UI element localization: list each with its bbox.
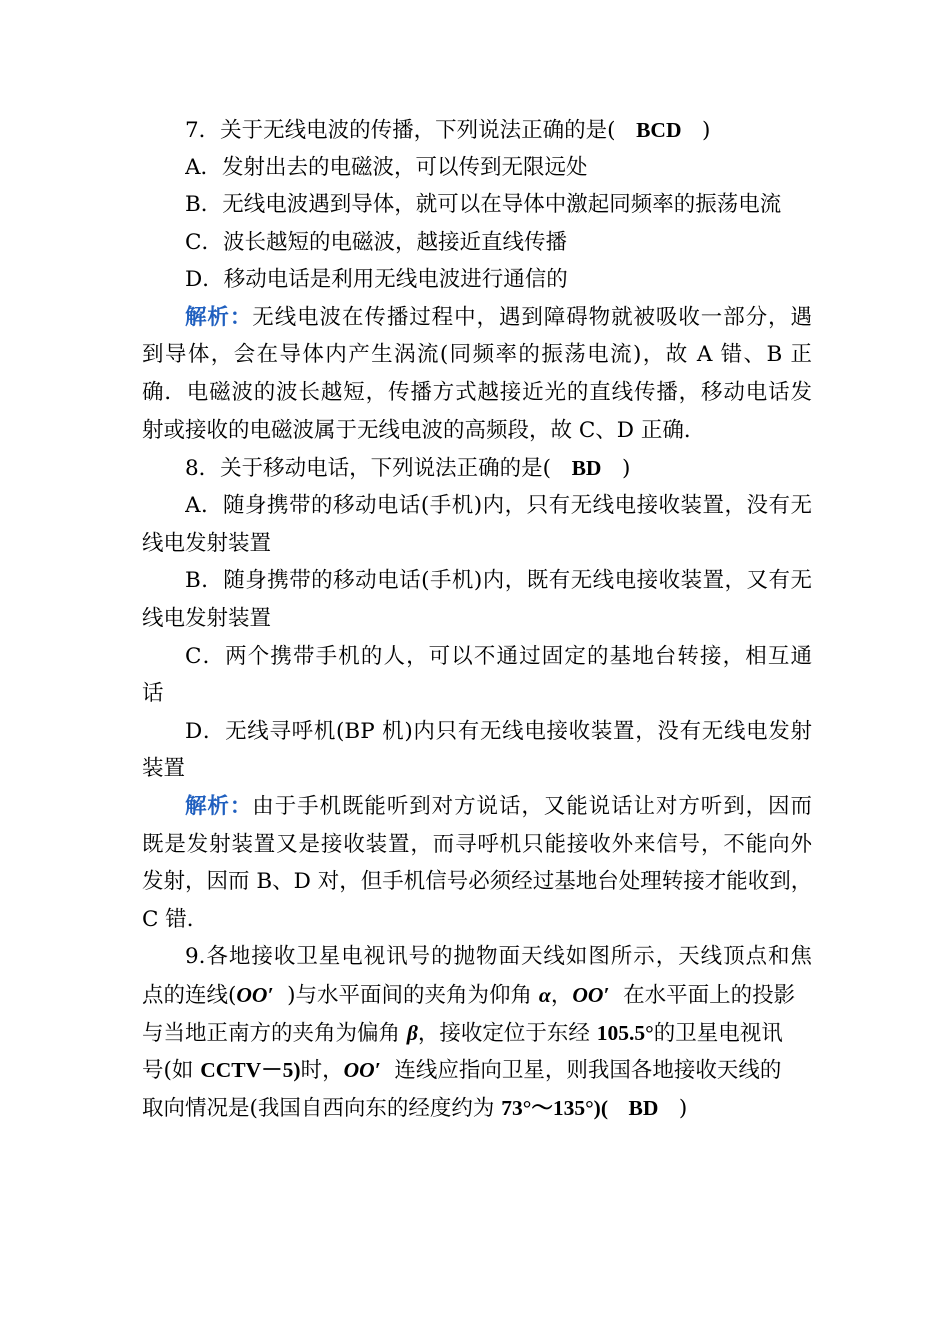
q8-option-b-line-1: B．随身携带的移动电话(手机)内，既有无线电接收装置，又有无 <box>185 568 812 593</box>
q7-option-b: B．无线电波遇到导体，就可以在导体中激起同频率的振荡电流 <box>185 192 782 217</box>
q9-line-3 <box>142 1018 812 1049</box>
q9-line-4-a: 号(如 <box>142 1058 194 1083</box>
q9-line-1: 9.各地接收卫星电视讯号的抛物面天线如图所示，天线顶点和焦 <box>185 944 812 969</box>
q9-alpha: α <box>538 983 551 1007</box>
q9-line-5 <box>142 1093 812 1124</box>
q7-analysis-text-1: 无线电波在传播过程中，遇到障碍物就被吸收一部分，遇 <box>252 305 812 330</box>
q8-analysis-label: 解析： <box>185 794 253 819</box>
q9-line-4-c: 连线应指向卫星，则我国各地接收天线的 <box>394 1058 782 1083</box>
q8-option-c-line-2: 话 <box>142 681 164 706</box>
q8-answer: BD <box>571 456 602 480</box>
q9-beta: β <box>406 1021 418 1045</box>
q7-analysis-line-3: 确．电磁波的波长越短，传播方式越接近光的直线传播，移动电话发 <box>142 380 812 405</box>
q7-analysis-line-2: 到导体，会在导体内产生涡流(同频率的振荡电流)，故 A 错、B 正 <box>142 342 812 367</box>
q7-analysis-label: 解析： <box>185 305 253 330</box>
q8-analysis-line-3: 发射，因而 B、D 对，但手机信号必须经过基地台处理转接才能收到， <box>142 869 812 894</box>
q8-option-a-line-2: 线电发射装置 <box>142 531 272 556</box>
q8-option-d-line-2: 装置 <box>142 756 186 781</box>
q9-line-3-a: 与当地正南方的夹角为偏角 <box>142 1021 401 1046</box>
q9-longitude: 105.5° <box>596 1021 654 1045</box>
q7-answer: BCD <box>636 118 682 142</box>
q7-analysis-line-1 <box>185 303 812 333</box>
q9-cctv: CCTV－5) <box>200 1058 301 1082</box>
q8-close: ) <box>621 456 631 481</box>
q9-oo-3: OO′ <box>343 1058 381 1082</box>
q9-line-2-b: )与水平面间的夹角为仰角 <box>287 983 533 1008</box>
q9-line-2-d: 在水平面上的投影 <box>623 983 796 1008</box>
q7-option-d: D．移动电话是利用无线电波进行通信的 <box>185 267 568 292</box>
q8-option-a-line-1: A．随身携带的移动电话(手机)内，只有无线电接收装置，没有无 <box>185 493 812 518</box>
q9-oo-1: OO′ <box>236 983 274 1007</box>
q7-analysis-line-4: 射或接收的电磁波属于无线电波的高频段，故 C、D 正确． <box>142 418 706 443</box>
q9-oo-2: OO′ <box>572 983 610 1007</box>
q9-line-2-a: 点的连线( <box>142 983 237 1008</box>
q9-range: 73°～135°)( <box>501 1096 608 1120</box>
q9-line-2 <box>142 980 812 1011</box>
q8-analysis-text-1: 由于手机既能听到对方说话，又能说话让对方听到，因而 <box>252 794 812 819</box>
q7-option-a: A．发射出去的电磁波，可以传到无限远处 <box>185 155 588 180</box>
q8-analysis-line-1 <box>185 792 812 822</box>
q7-option-c: C．波长越短的电磁波，越接近直线传播 <box>185 230 567 255</box>
q7-stem <box>185 115 812 146</box>
q8-option-c-line-1: C．两个携带手机的人，可以不通过固定的基地台转接，相互通 <box>185 644 812 669</box>
q8-option-b-line-2: 线电发射装置 <box>142 606 272 631</box>
q9-line-3-c: 的卫星电视讯 <box>653 1021 783 1046</box>
q9-answer: BD <box>628 1096 659 1120</box>
q8-analysis-line-2: 既是发射装置又是接收装置，而寻呼机只能接收外来信号，不能向外 <box>142 832 812 857</box>
q7-stem-text: 7．关于无线电波的传播，下列说法正确的是( <box>185 118 616 143</box>
q9-close: ) <box>678 1096 688 1121</box>
q8-stem <box>185 453 812 484</box>
q9-line-4-b: 时， <box>300 1058 344 1083</box>
q8-option-d-line-1: D．无线寻呼机(BP 机)内只有无线电接收装置，没有无线电发射 <box>185 719 812 744</box>
q9-line-4 <box>142 1055 812 1086</box>
q8-stem-text: 8．关于移动电话，下列说法正确的是( <box>185 456 552 481</box>
q9-line-2-c: ， <box>550 983 573 1008</box>
q8-analysis-line-4: C 错． <box>142 907 209 932</box>
q7-close: ) <box>702 118 711 143</box>
q9-line-3-b: ，接收定位于东经 <box>417 1021 590 1046</box>
q9-line-5-a: 取向情况是(我国自西向东的经度约为 <box>142 1096 495 1121</box>
